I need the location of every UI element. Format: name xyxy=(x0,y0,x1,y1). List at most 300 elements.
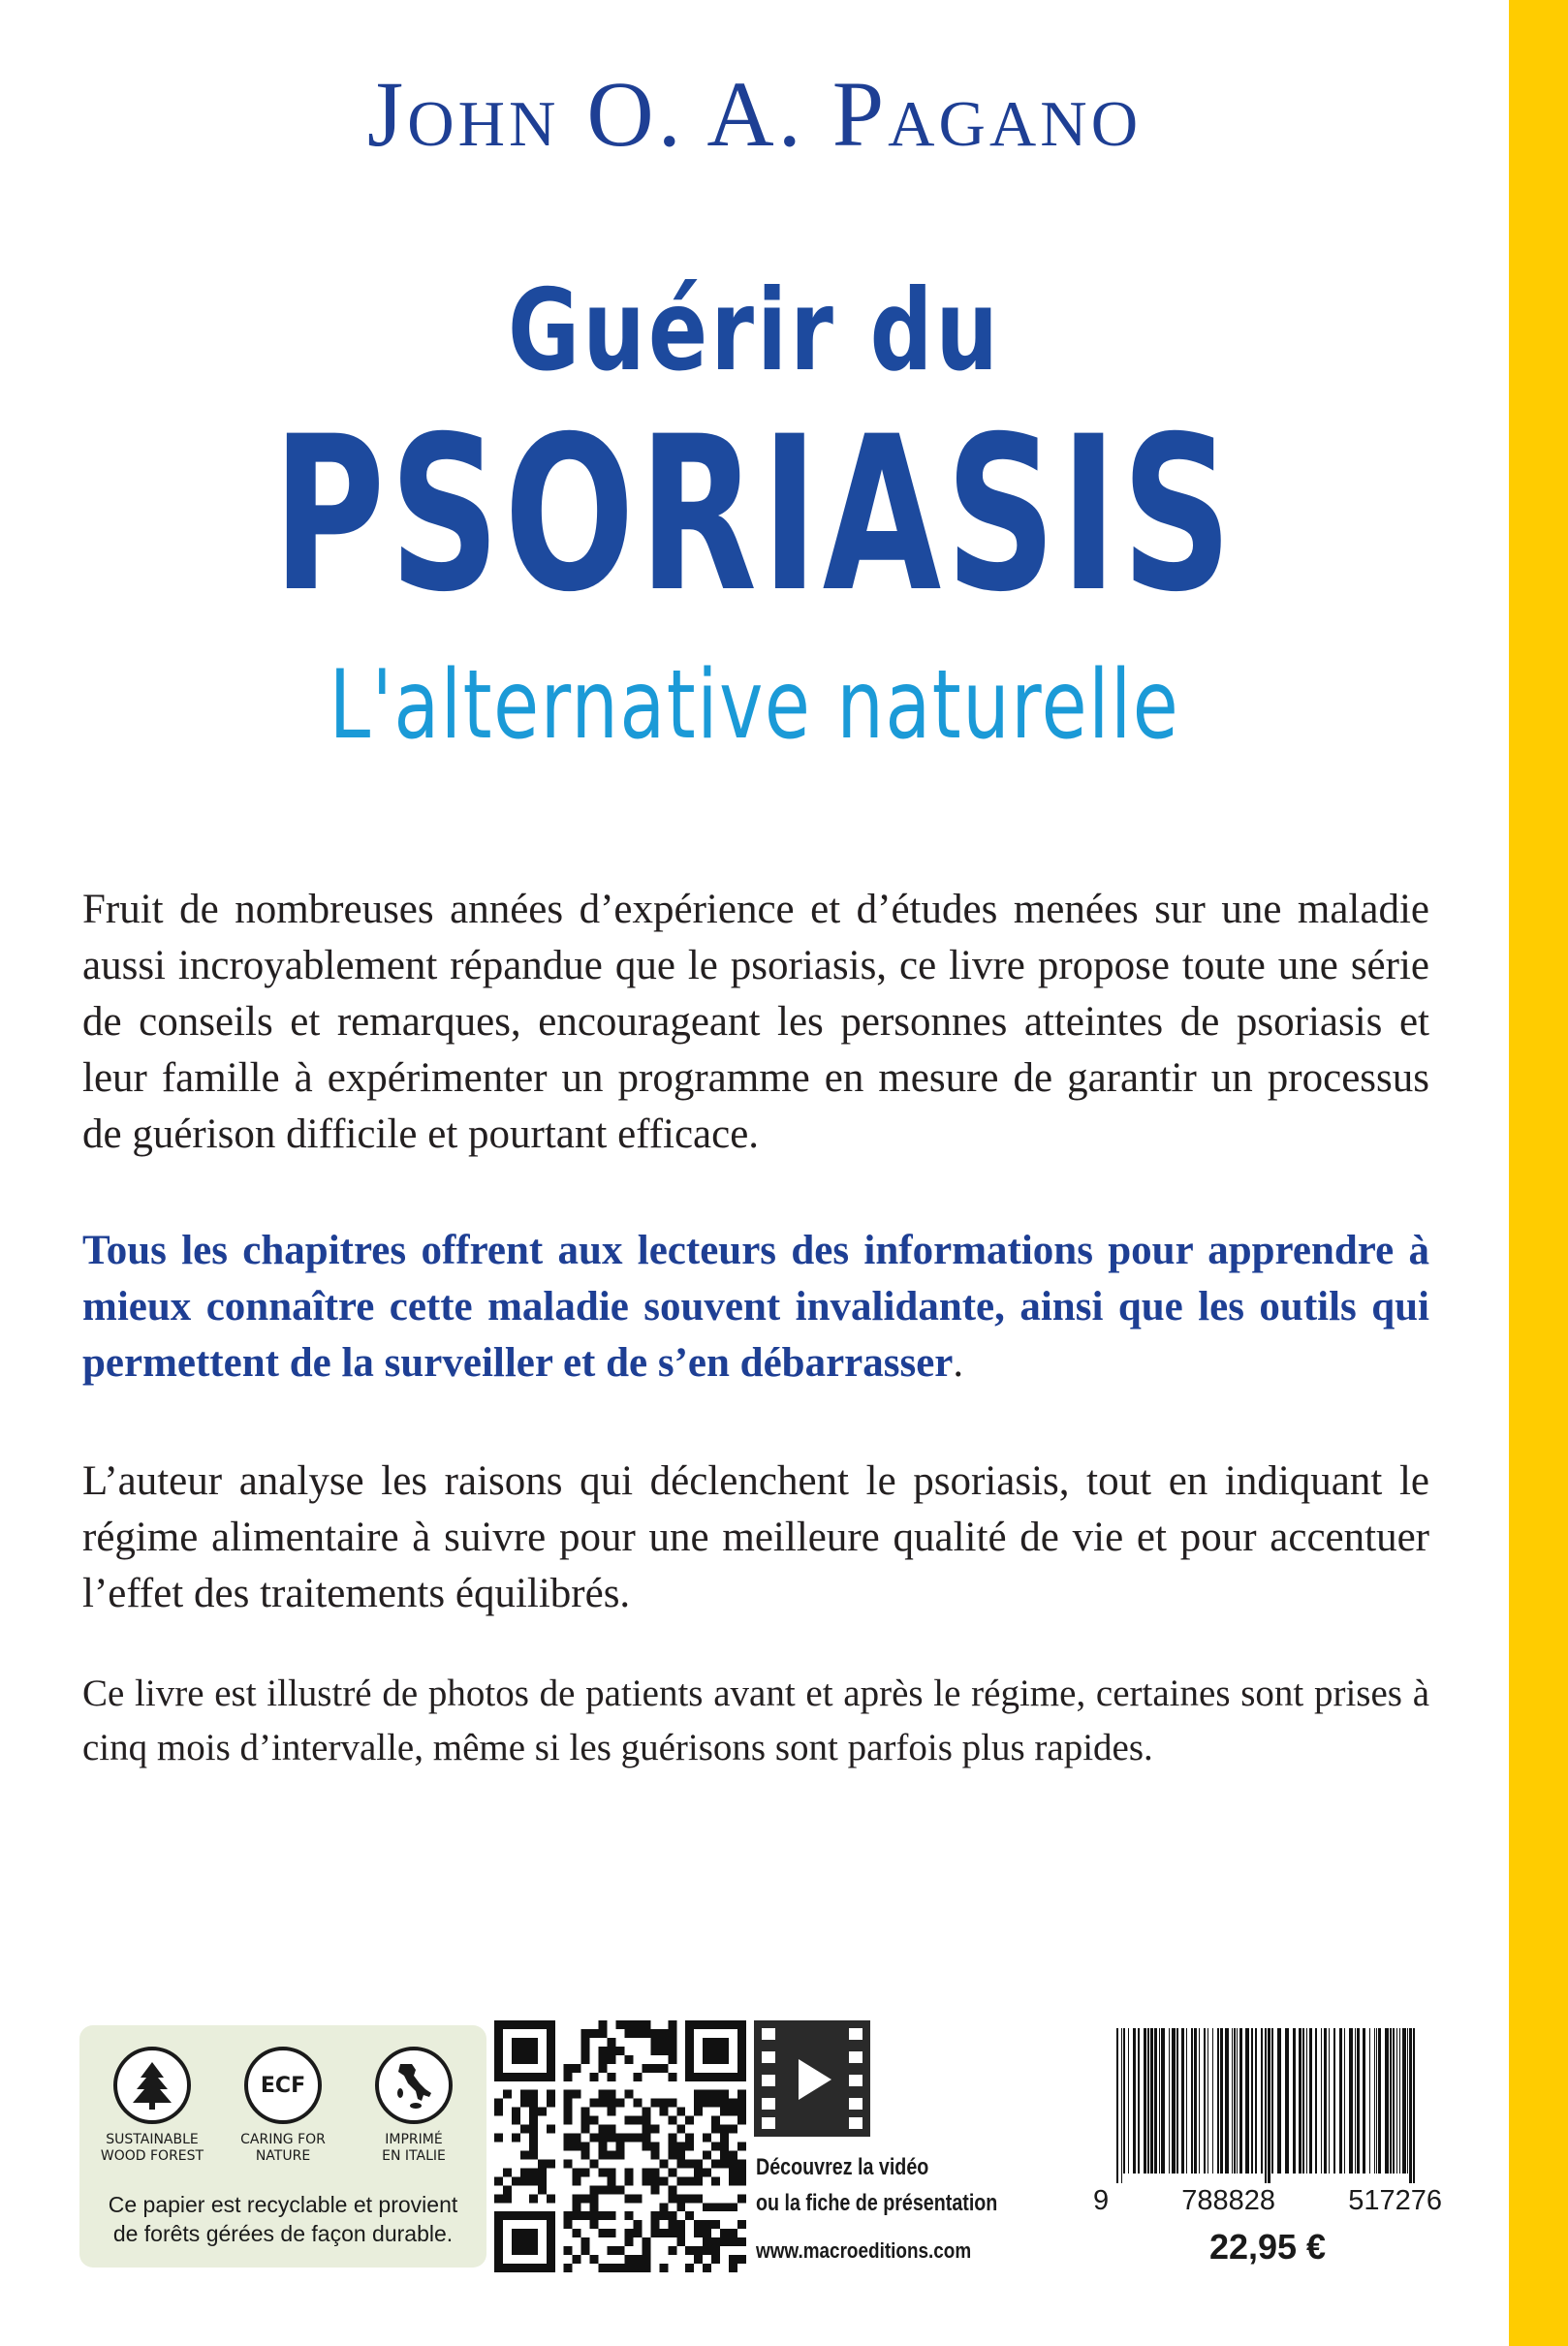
qr-module xyxy=(720,2108,729,2116)
qr-module xyxy=(650,2125,659,2134)
qr-module xyxy=(642,2125,650,2134)
qr-module xyxy=(633,2020,642,2029)
qr-module xyxy=(599,2229,608,2237)
barcode-bar xyxy=(1306,2028,1307,2174)
qr-module xyxy=(564,2143,573,2151)
qr-module xyxy=(694,2194,703,2203)
qr-module xyxy=(633,2116,642,2125)
blurb-paragraph-2-period: . xyxy=(953,1340,964,1386)
qr-module xyxy=(608,2038,616,2047)
qr-module xyxy=(676,2125,685,2134)
qr-module xyxy=(581,2194,590,2203)
qr-module xyxy=(650,2143,659,2151)
qr-module xyxy=(599,2264,608,2272)
qr-module xyxy=(729,2237,737,2246)
barcode-bar xyxy=(1212,2028,1213,2174)
qr-module xyxy=(659,2159,668,2168)
barcode-bar xyxy=(1302,2028,1304,2174)
qr-module xyxy=(668,2038,676,2047)
qr-module xyxy=(608,2185,616,2194)
qr-module xyxy=(642,2134,650,2143)
qr-module xyxy=(668,2168,676,2176)
qr-module xyxy=(668,2020,676,2029)
qr-module xyxy=(590,2203,599,2211)
qr-module xyxy=(737,2090,746,2099)
barcode-bar xyxy=(1376,2028,1377,2174)
qr-module xyxy=(729,2176,737,2185)
qr-module xyxy=(590,2134,599,2143)
qr-module xyxy=(685,2143,694,2151)
qr-module xyxy=(494,2134,503,2143)
qr-module xyxy=(676,2203,685,2211)
qr-module xyxy=(581,2246,590,2255)
qr-module xyxy=(711,2255,720,2264)
barcode-bar xyxy=(1232,2028,1233,2174)
qr-module xyxy=(529,2099,538,2108)
qr-module xyxy=(659,2047,668,2055)
qr-module xyxy=(624,2264,633,2272)
qr-module xyxy=(729,2168,737,2176)
qr-module xyxy=(608,2168,616,2176)
qr-module xyxy=(720,2150,729,2159)
qr-module xyxy=(624,2229,633,2237)
qr-module xyxy=(633,2220,642,2229)
qr-module xyxy=(590,2029,599,2038)
qr-module xyxy=(608,2264,616,2272)
qr-module xyxy=(633,2073,642,2081)
qr-module xyxy=(512,2116,520,2125)
barcode-bar xyxy=(1128,2028,1129,2174)
eco-label-line1: IMPRIMÉ xyxy=(385,2132,443,2147)
barcode-bar xyxy=(1237,2028,1238,2174)
barcode-bar xyxy=(1181,2028,1184,2174)
qr-module xyxy=(720,2134,729,2143)
qr-module xyxy=(494,2108,503,2116)
qr-module xyxy=(529,2168,538,2176)
qr-module xyxy=(650,2099,659,2108)
barcode-bar xyxy=(1369,2028,1370,2174)
barcode-bar xyxy=(1393,2028,1395,2174)
barcode-bar xyxy=(1344,2028,1345,2174)
qr-module xyxy=(599,2047,608,2055)
qr-module xyxy=(608,2125,616,2134)
qr-module xyxy=(520,2176,529,2185)
qr-module xyxy=(608,2229,616,2237)
qr-module xyxy=(590,2073,599,2081)
qr-module xyxy=(608,2176,616,2185)
qr-module xyxy=(676,2108,685,2116)
qr-module xyxy=(711,2203,720,2211)
qr-module xyxy=(608,2073,616,2081)
qr-module xyxy=(694,2220,703,2229)
barcode-bar xyxy=(1339,2028,1342,2174)
qr-module xyxy=(529,2194,538,2203)
qr-module xyxy=(581,2211,590,2220)
barcode-bar xyxy=(1277,2028,1281,2174)
qr-module xyxy=(616,2047,625,2055)
qr-module xyxy=(616,2150,625,2159)
qr-module xyxy=(729,2099,737,2108)
qr-module xyxy=(573,2229,581,2237)
qr-module xyxy=(668,2143,676,2151)
isbn-part-1: 9 xyxy=(1093,2185,1110,2216)
qr-module xyxy=(590,2211,599,2220)
qr-module xyxy=(608,2211,616,2220)
qr-module xyxy=(650,2211,659,2220)
qr-module xyxy=(668,2220,676,2229)
qr-module xyxy=(650,2176,659,2185)
qr-module xyxy=(668,2029,676,2038)
qr-module xyxy=(547,2194,555,2203)
qr-module xyxy=(616,2134,625,2143)
barcode-bar xyxy=(1204,2028,1206,2174)
barcode-bar xyxy=(1309,2028,1312,2174)
qr-module xyxy=(547,2159,555,2168)
author-name: John O. A. Pagano xyxy=(366,62,1143,166)
qr-module xyxy=(668,2194,676,2203)
qr-module xyxy=(703,2150,711,2159)
eco-label-line2: EN ITALIE xyxy=(382,2148,446,2164)
qr-module xyxy=(538,2159,547,2168)
barcode-bar xyxy=(1239,2028,1242,2174)
qr-module xyxy=(711,2220,720,2229)
eco-label-line1: CARING FOR xyxy=(240,2132,326,2147)
qr-module xyxy=(512,2229,538,2255)
qr-module xyxy=(512,2038,538,2064)
qr-module xyxy=(711,2246,720,2255)
eco-item-printed-italy xyxy=(351,2047,477,2165)
barcode-bar xyxy=(1333,2028,1335,2174)
qr-module xyxy=(703,2264,711,2272)
qr-module xyxy=(650,2185,659,2194)
qr-module xyxy=(642,2176,650,2185)
qr-module xyxy=(538,2168,547,2176)
barcode-bar xyxy=(1217,2028,1219,2174)
qr-module xyxy=(685,2264,694,2272)
barcode-bar xyxy=(1161,2028,1165,2174)
qr-module xyxy=(711,2090,720,2099)
qr-module xyxy=(512,2176,520,2185)
qr-module xyxy=(650,2220,659,2229)
qr-module xyxy=(599,2090,608,2099)
qr-module xyxy=(573,2211,581,2220)
isbn-number xyxy=(1093,2185,1442,2217)
qr-module xyxy=(590,2159,599,2168)
qr-module xyxy=(573,2176,581,2185)
qr-module xyxy=(520,2168,529,2176)
spine-color-band xyxy=(1509,0,1568,2346)
qr-module xyxy=(650,2038,659,2047)
eco-item-ecf xyxy=(220,2047,346,2165)
qr-module xyxy=(573,2203,581,2211)
qr-module xyxy=(616,2143,625,2151)
barcode-bar xyxy=(1407,2028,1408,2174)
qr-module xyxy=(573,2143,581,2151)
qr-module xyxy=(503,2168,512,2176)
video-caption xyxy=(756,2149,997,2221)
qr-module xyxy=(581,2143,590,2151)
qr-module xyxy=(624,2020,633,2029)
barcode-bar xyxy=(1349,2028,1353,2174)
qr-module xyxy=(650,2229,659,2237)
qr-module xyxy=(676,2220,685,2229)
qr-module xyxy=(599,2185,608,2194)
qr-module xyxy=(659,2211,668,2220)
barcode-bar xyxy=(1261,2028,1263,2174)
qr-module xyxy=(720,2125,729,2134)
qr-module xyxy=(650,2150,659,2159)
qr-module xyxy=(529,2125,538,2134)
qr-module xyxy=(633,2029,642,2038)
qr-module xyxy=(694,2168,703,2176)
qr-module xyxy=(650,2029,659,2038)
eco-label-line2: WOOD FOREST xyxy=(100,2148,204,2164)
qr-module xyxy=(633,2194,642,2203)
qr-module xyxy=(564,2064,573,2073)
barcode-bar xyxy=(1413,2028,1415,2183)
qr-module xyxy=(608,2090,616,2099)
qr-module xyxy=(564,2116,573,2125)
eco-note-line2: de forêts gérées de façon durable. xyxy=(112,2221,454,2246)
barcode-bar xyxy=(1285,2028,1289,2174)
qr-module xyxy=(659,2108,668,2116)
qr-module xyxy=(529,2150,538,2159)
qr-module xyxy=(720,2159,729,2168)
qr-module xyxy=(737,2159,746,2168)
qr-module xyxy=(668,2246,676,2255)
qr-module xyxy=(737,2237,746,2246)
qr-module xyxy=(633,2255,642,2264)
qr-module xyxy=(624,2176,633,2185)
qr-module xyxy=(581,2237,590,2246)
barcode-bar xyxy=(1225,2028,1229,2174)
qr-module xyxy=(564,2090,573,2099)
barcode-bar xyxy=(1150,2028,1153,2174)
qr-module xyxy=(608,2134,616,2143)
eco-certification-box xyxy=(79,2025,486,2268)
qr-module xyxy=(729,2264,737,2272)
qr-module xyxy=(590,2185,599,2194)
barcode-bar xyxy=(1399,2028,1400,2174)
qr-module xyxy=(668,2047,676,2055)
qr-module xyxy=(642,2255,650,2264)
qr-module xyxy=(564,2220,573,2229)
barcode-bar xyxy=(1363,2028,1365,2174)
qr-module xyxy=(624,2168,633,2176)
qr-module xyxy=(529,2090,538,2099)
barcode-bar xyxy=(1154,2028,1157,2174)
qr-module xyxy=(694,2255,703,2264)
barcode-bar xyxy=(1220,2028,1223,2174)
qr-module xyxy=(668,2134,676,2143)
qr-module xyxy=(720,2229,729,2237)
qr-module xyxy=(624,2090,633,2099)
qr-module xyxy=(520,2099,529,2108)
barcode-bar xyxy=(1169,2028,1170,2174)
blurb-paragraph-2-text: Tous les chapitres offrent aux lecteurs des informations pour apprendre à mieux connaître cette maladie souvent invalidante, ainsi que les outils qui permettent de la surveiller et de s’en débarrasser xyxy=(82,1228,1429,1386)
video-film-icon[interactable] xyxy=(754,2020,870,2137)
italy-map-icon xyxy=(375,2047,453,2124)
qr-module xyxy=(564,2246,573,2255)
qr-module xyxy=(529,2176,538,2185)
qr-module xyxy=(590,2220,599,2229)
publisher-website-link[interactable]: www.macroeditions.com xyxy=(756,2238,972,2263)
qr-module xyxy=(599,2029,608,2038)
qr-module xyxy=(737,2116,746,2125)
qr-module xyxy=(624,2029,633,2038)
qr-module xyxy=(703,2246,711,2255)
barcode-bar xyxy=(1138,2028,1140,2174)
barcode-bar xyxy=(1172,2028,1176,2174)
qr-module xyxy=(573,2064,581,2073)
qr-module xyxy=(573,2134,581,2143)
qr-module xyxy=(659,2038,668,2047)
qr-module xyxy=(624,2116,633,2125)
qr-module xyxy=(729,2159,737,2168)
qr-module xyxy=(538,2185,547,2194)
qr-module xyxy=(711,2125,720,2134)
qr-module xyxy=(494,2099,503,2108)
eco-note-line1: Ce papier est recyclable et provient xyxy=(108,2192,458,2217)
barcode-bar xyxy=(1402,2028,1406,2174)
barcode-bar xyxy=(1293,2028,1296,2174)
blurb-paragraph-1: Fruit de nombreuses années d’expérience et d’études menées sur une maladie aussi incroyablement répandue que le psoriasis, ce livre propose toute une série de conseils et remarques, encourageant les personnes atteintes de psoriasis et leur famille à expérimenter un programme en mesure de garantir un processus de guérison difficile et pourtant efficace. xyxy=(82,887,1429,1157)
qr-module xyxy=(720,2099,729,2108)
qr-module xyxy=(547,2125,555,2134)
qr-module xyxy=(703,2099,711,2108)
qr-module xyxy=(685,2194,694,2203)
qr-module xyxy=(720,2203,729,2211)
qr-module xyxy=(668,2211,676,2220)
qr-module xyxy=(599,2125,608,2134)
qr-module xyxy=(642,2029,650,2038)
qr-module xyxy=(737,2168,746,2176)
qr-module xyxy=(599,2150,608,2159)
qr-module xyxy=(564,2108,573,2116)
eco-item-sustainable-wood xyxy=(89,2047,215,2165)
qr-module xyxy=(703,2237,711,2246)
qr-module xyxy=(520,2125,529,2134)
barcode-bar xyxy=(1378,2028,1381,2174)
qr-module xyxy=(590,2255,599,2264)
qr-module xyxy=(694,2246,703,2255)
qr-module xyxy=(573,2168,581,2176)
qr-module xyxy=(711,2143,720,2151)
barcode-bar xyxy=(1321,2028,1322,2174)
barcode-bar xyxy=(1315,2028,1317,2174)
qr-module xyxy=(529,2116,538,2125)
qr-module xyxy=(711,2099,720,2108)
qr-module xyxy=(547,2099,555,2108)
qr-code[interactable] xyxy=(494,2020,746,2272)
isbn-barcode xyxy=(1083,2011,1452,2229)
qr-module xyxy=(703,2168,711,2176)
barcode-bar xyxy=(1116,2028,1118,2183)
qr-module xyxy=(703,2038,729,2064)
qr-module xyxy=(599,2055,608,2064)
qr-module xyxy=(529,2134,538,2143)
qr-module xyxy=(564,2159,573,2168)
qr-module xyxy=(642,2237,650,2246)
qr-module xyxy=(599,2134,608,2143)
video-caption-line2: ou la fiche de présentation xyxy=(756,2190,998,2216)
barcode-bar xyxy=(1299,2028,1301,2174)
qr-module xyxy=(529,2108,538,2116)
qr-module xyxy=(608,2099,616,2108)
eco-note xyxy=(79,2190,486,2248)
barcode-bar xyxy=(1329,2028,1330,2174)
barcode-bar xyxy=(1234,2028,1236,2174)
barcode-bar xyxy=(1374,2028,1375,2174)
qr-module xyxy=(624,2211,633,2220)
qr-module xyxy=(668,2099,676,2108)
qr-module xyxy=(624,2134,633,2143)
qr-module xyxy=(668,2073,676,2081)
qr-module xyxy=(599,2211,608,2220)
qr-module xyxy=(676,2176,685,2185)
qr-module xyxy=(590,2194,599,2203)
qr-module xyxy=(659,2099,668,2108)
qr-module xyxy=(616,2264,625,2272)
video-caption-line1: Découvrez la vidéo xyxy=(756,2154,929,2180)
barcode-bar xyxy=(1396,2028,1397,2174)
qr-module xyxy=(685,2246,694,2255)
qr-module xyxy=(685,2159,694,2168)
qr-module xyxy=(494,2176,503,2185)
ecf-icon: ECF xyxy=(244,2047,322,2124)
qr-module xyxy=(694,2159,703,2168)
qr-module xyxy=(659,2029,668,2038)
book-title-line2: PSORIASIS xyxy=(272,391,1237,639)
barcode-bar xyxy=(1255,2028,1257,2174)
qr-module xyxy=(711,2237,720,2246)
qr-module xyxy=(494,2194,503,2203)
barcode-bar xyxy=(1324,2028,1327,2174)
qr-module xyxy=(676,2150,685,2159)
qr-module xyxy=(729,2229,737,2237)
qr-module xyxy=(737,2220,746,2229)
barcode-bar xyxy=(1159,2028,1160,2174)
qr-module xyxy=(720,2090,729,2099)
barcode-bar xyxy=(1357,2028,1360,2174)
barcode-bar xyxy=(1176,2028,1178,2174)
book-title-line1: Guérir du xyxy=(507,266,1002,396)
barcode-bar xyxy=(1186,2028,1187,2174)
qr-module xyxy=(659,2264,668,2272)
qr-module xyxy=(668,2055,676,2064)
qr-module xyxy=(599,2099,608,2108)
qr-module xyxy=(608,2055,616,2064)
qr-module xyxy=(581,2047,590,2055)
qr-module xyxy=(676,2143,685,2151)
qr-module xyxy=(520,2150,529,2159)
isbn-part-2: 788828 xyxy=(1181,2185,1276,2216)
blurb-paragraph-2 xyxy=(82,1223,1429,1392)
qr-module xyxy=(608,2047,616,2055)
qr-module xyxy=(642,2246,650,2255)
qr-module xyxy=(608,2108,616,2116)
qr-module xyxy=(650,2047,659,2055)
qr-module xyxy=(703,2134,711,2143)
qr-module xyxy=(616,2185,625,2194)
qr-module xyxy=(668,2229,676,2237)
qr-module xyxy=(512,2108,520,2116)
qr-module xyxy=(685,2134,694,2143)
qr-module xyxy=(737,2255,746,2264)
qr-module xyxy=(581,2029,590,2038)
qr-module xyxy=(650,2064,659,2073)
qr-module xyxy=(538,2176,547,2185)
